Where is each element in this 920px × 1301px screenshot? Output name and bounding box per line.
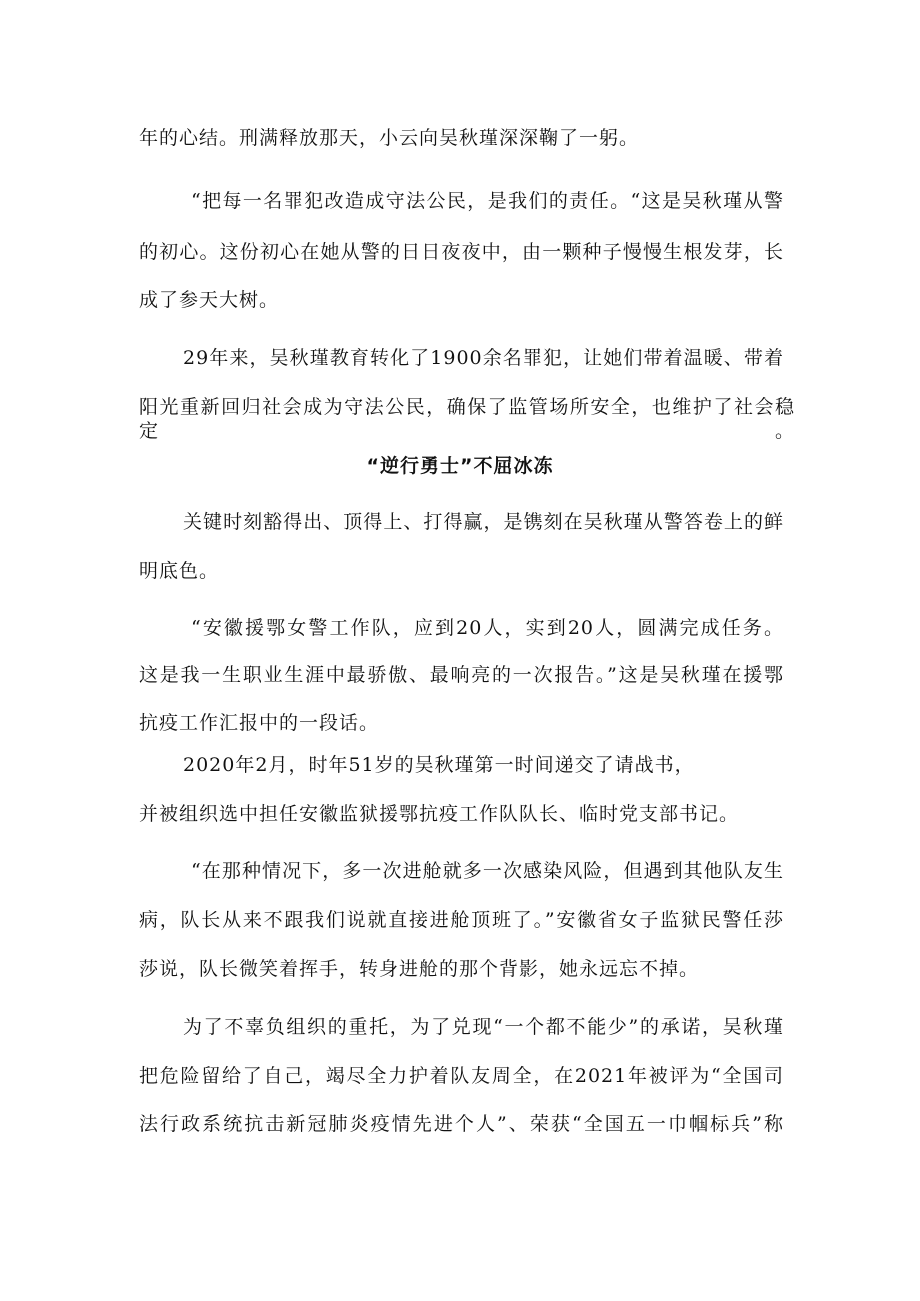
text-line: 年的心结。刑满释放那天，小云向吴秋瑾深深鞠了一躬。: [139, 127, 640, 149]
text-line: 把危险留给了自己，竭尽全力护着队友周全，在2021年被评为“全国司: [139, 1065, 784, 1087]
text-line: “把每一名罪犯改造成守法公民，是我们的责任。“这是吴秋瑾从警: [191, 190, 784, 212]
text-line: “安徽援鄂女警工作队，应到20人，实到20人，圆满完成任务。: [191, 617, 784, 639]
section-heading: “逆行勇士”不屈冰冻: [366, 455, 554, 477]
text-line: 关键时刻豁得出、顶得上、打得赢，是镌刻在吴秋瑾从警答卷上的鲜: [183, 511, 784, 533]
text-line: 病，队长从来不跟我们说就直接进舱顶班了。”安徽省女子监狱民警任莎: [139, 909, 784, 931]
text-line: “在那种情况下，多一次进舱就多一次感染风险，但遇到其他队友生: [191, 860, 784, 882]
text-line: 这是我一生职业生涯中最骄傲、最响亮的一次报告。”这是吴秋瑾在援鄂: [139, 664, 784, 686]
text-line: 的初心。这份初心在她从警的日日夜夜中，由一颗种子慢慢生根发芽，长: [139, 241, 784, 263]
text-line: 法行政系统抗击新冠肺炎疫情先进个人”、荣获“全国五一巾帼标兵”称: [139, 1113, 784, 1135]
text-line: 成了参天大树。: [139, 289, 280, 311]
text-line: 并被组织选中担任安徽监狱援鄂抗疫工作队队长、临时党支部书记。: [139, 803, 740, 825]
text-line: 29年来，吴秋瑾教育转化了1900余名罪犯，让她们带着温暖、带着: [183, 347, 784, 369]
text-line: 明底色。: [139, 560, 220, 582]
text-line: 阳光重新回归社会成为守法公民，确保了监管场所安全，也维护了社会稳定。: [139, 396, 795, 442]
text-line: 抗疫工作汇报中的一段话。: [139, 712, 380, 734]
text-line: 莎说，队长微笑着挥手，转身进舱的那个背影，她永远忘不掉。: [139, 958, 700, 980]
text-line: 为了不辜负组织的重托，为了兑现“一个都不能少”的承诺，吴秋瑾: [183, 1016, 784, 1038]
text-line: 2020年2月，时年51岁的吴秋瑾第一时间递交了请战书，: [183, 754, 695, 776]
